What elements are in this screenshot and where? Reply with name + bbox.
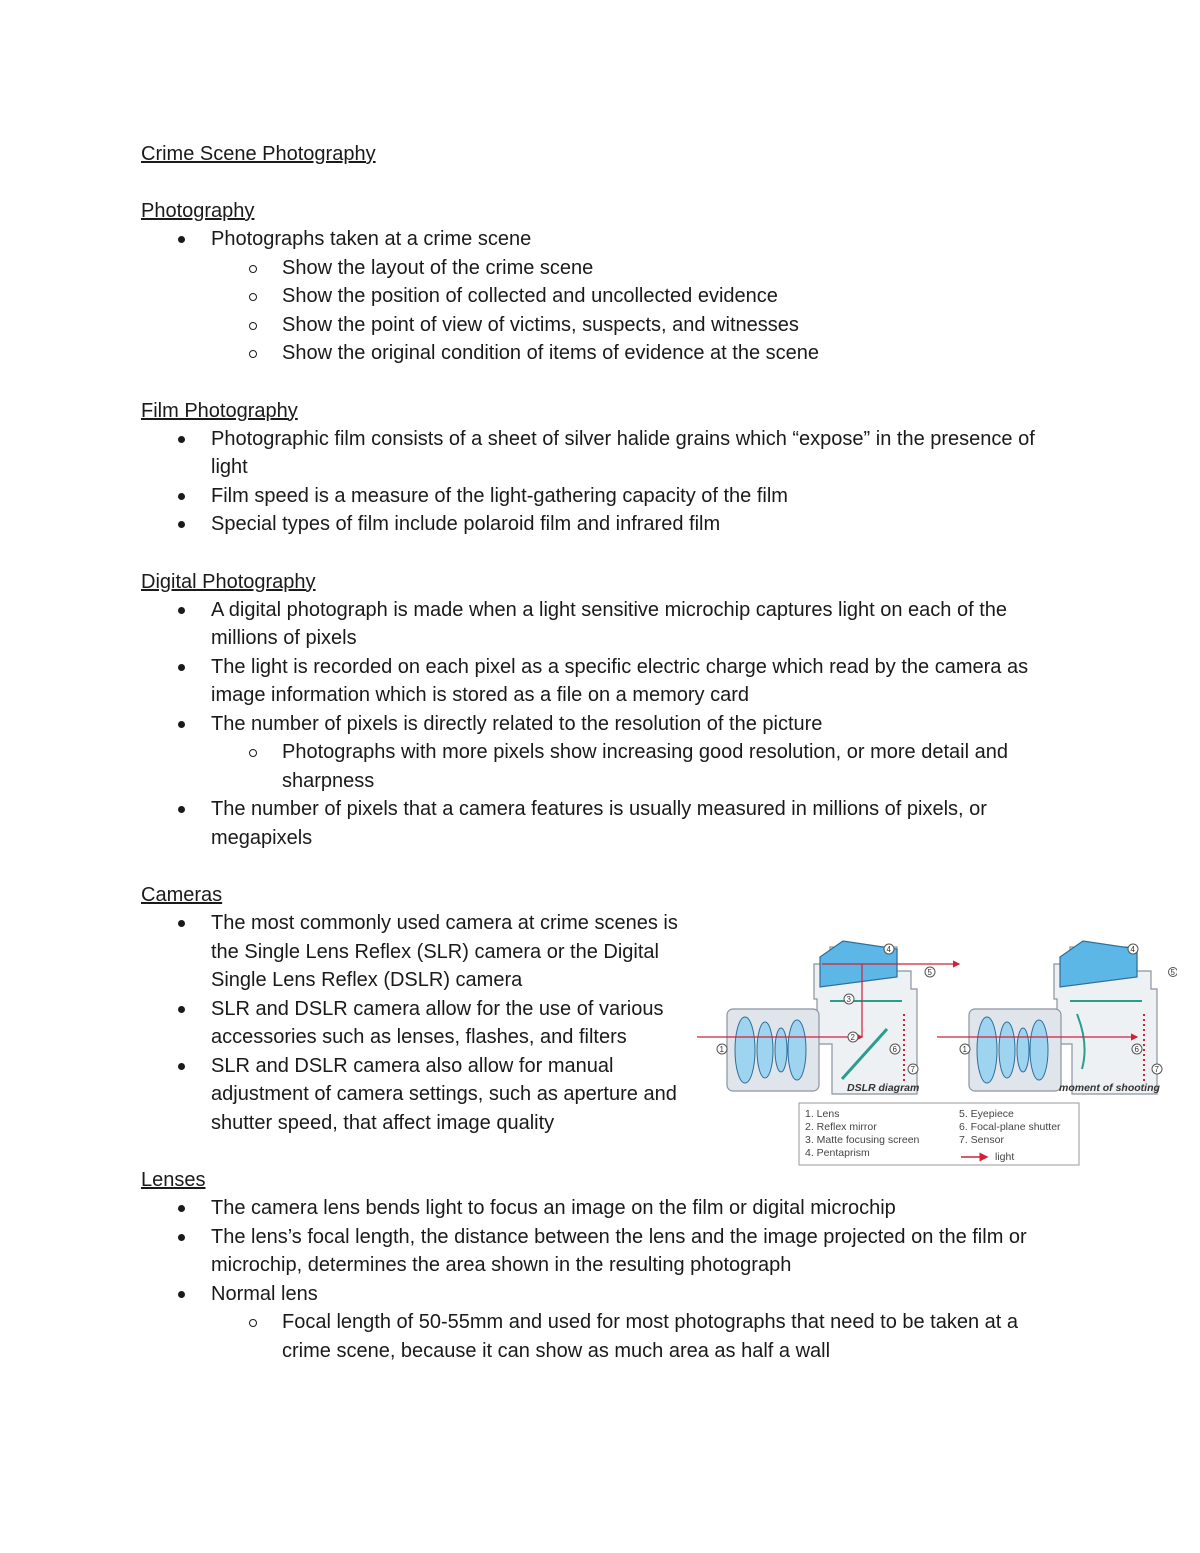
- list-item: SLR and DSLR camera allow for the use of various accessories such as lenses, flashes, and filters: [141, 995, 686, 1052]
- caption-dslr-diagram: DSLR diagram: [847, 1082, 920, 1094]
- list-item: Special types of film include polaroid film and infrared film: [141, 510, 1061, 539]
- list-item: Photographs taken at a crime scene: [141, 225, 1061, 254]
- list-item: The light is recorded on each pixel as a specific electric charge which read by the camera as image information which is stored as a file on a memory card: [141, 653, 1061, 710]
- svg-text:1: 1: [962, 1045, 967, 1054]
- heading-photography: Photography: [141, 200, 255, 222]
- legend-item-6: 6. Focal-plane shutter: [959, 1121, 1061, 1133]
- marker-1: 1: [719, 1045, 724, 1054]
- marker-2: 2: [850, 1033, 855, 1042]
- sub-list-item: Show the original condition of items of evidence at the scene: [141, 339, 1061, 368]
- legend-item-2: 2. Reflex mirror: [805, 1121, 877, 1133]
- dslr-diagram-svg: [697, 919, 1177, 1171]
- heading-digital-photography: Digital Photography: [141, 570, 316, 593]
- svg-text:6: 6: [1134, 1045, 1139, 1054]
- camera-left-drawing: [697, 941, 959, 1094]
- marker-7: 7: [910, 1065, 915, 1074]
- heading-film-photography: Film Photography: [141, 399, 298, 422]
- legend-item-4: 4. Pentaprism: [805, 1147, 870, 1159]
- legend-item-7: 7. Sensor: [959, 1134, 1004, 1146]
- digital-list: [141, 596, 1061, 853]
- lenses-list: [141, 1194, 1061, 1365]
- sub-list-item: Focal length of 50-55mm and used for most photographs that need to be taken at a crime scene, because it can show as much area as half a wall: [141, 1308, 1061, 1365]
- list-item: Photographic film consists of a sheet of silver halide grains which “expose” in the presence of light: [141, 425, 1061, 482]
- diagram-legend: [799, 1103, 1079, 1165]
- legend-light: light: [995, 1151, 1015, 1163]
- document-page: [141, 140, 1175, 1365]
- marker-6: 6: [892, 1045, 897, 1054]
- list-item: The number of pixels that a camera features is usually measured in millions of pixels, or megapixels: [141, 795, 1061, 852]
- svg-text:7: 7: [1154, 1065, 1159, 1074]
- marker-4: 4: [886, 945, 891, 954]
- list-item: Normal lens: [141, 1280, 1061, 1309]
- legend-item-5: 5. Eyepiece: [959, 1108, 1014, 1120]
- svg-text:4: 4: [1130, 945, 1135, 954]
- sub-list-item: Show the point of view of victims, suspects, and witnesses: [141, 311, 1061, 340]
- list-item: A digital photograph is made when a light sensitive microchip captures light on each of the millions of pixels: [141, 596, 1061, 653]
- film-list: [141, 425, 1061, 539]
- photography-list: [141, 225, 1061, 368]
- camera-right-drawing: [937, 941, 1157, 1094]
- sub-list-item: Photographs with more pixels show increasing good resolution, or more detail and sharpness: [141, 738, 1061, 795]
- cameras-list: [141, 909, 686, 1137]
- document-title: Crime Scene Photography: [141, 143, 376, 165]
- list-item: The most commonly used camera at crime scenes is the Single Lens Reflex (SLR) camera or the Digital Single Lens Reflex (DSLR) camera: [141, 909, 686, 995]
- marker-3: 3: [846, 995, 851, 1004]
- legend-item-3: 3. Matte focusing screen: [805, 1134, 920, 1146]
- list-item: Film speed is a measure of the light-gathering capacity of the film: [141, 482, 1061, 511]
- list-item: SLR and DSLR camera also allow for manual adjustment of camera settings, such as aperture and shutter speed, that affect image quality: [141, 1052, 686, 1138]
- sub-list-item: Show the layout of the crime scene: [141, 254, 1061, 283]
- heading-cameras: Cameras: [141, 884, 223, 906]
- list-item: The lens’s focal length, the distance between the lens and the image projected on the film or microchip, determines the area shown in the resulting photograph: [141, 1223, 1061, 1280]
- list-item: The number of pixels is directly related to the resolution of the picture: [141, 710, 1061, 739]
- caption-moment-of-shooting: moment of shooting: [1059, 1082, 1160, 1094]
- legend-item-1: 1. Lens: [805, 1108, 840, 1120]
- heading-lenses: Lenses: [141, 1169, 206, 1191]
- dslr-diagram-figure: [697, 919, 1177, 1171]
- list-item: The camera lens bends light to focus an image on the film or digital microchip: [141, 1194, 1061, 1223]
- sub-list-item: Show the position of collected and uncollected evidence: [141, 282, 1061, 311]
- cameras-section: [141, 909, 1175, 1163]
- svg-text:5: 5: [1170, 968, 1175, 977]
- marker-5: 5: [927, 968, 932, 977]
